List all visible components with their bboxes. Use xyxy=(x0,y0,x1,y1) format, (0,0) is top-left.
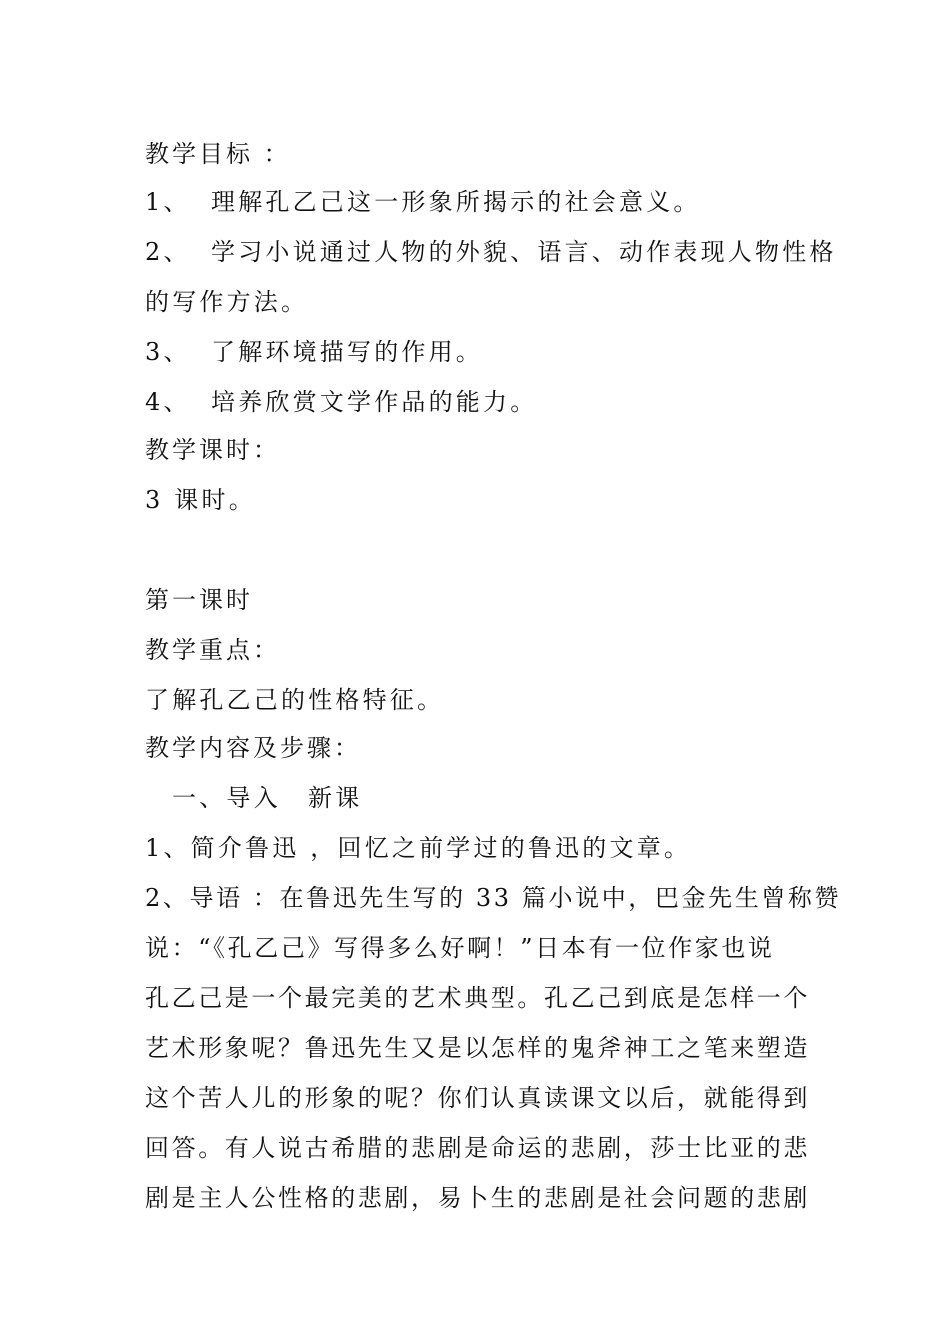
objective-number: 3、 xyxy=(145,338,191,366)
objective-text: 理解孔乙己这一形象所揭示的社会意义。 xyxy=(211,188,701,216)
objective-number: 1、 xyxy=(145,188,191,216)
step-line: 1、简介鲁迅 ，回忆之前学过的鲁迅的文章。 xyxy=(145,834,692,862)
objective-number: 2、 xyxy=(145,238,191,266)
step-line: 回答。有人说古希腊的悲剧是命运的悲剧，莎士比亚的悲 xyxy=(145,1134,810,1162)
focus-value: 了解孔乙己的性格特征。 xyxy=(145,686,445,714)
objective-item xyxy=(145,386,810,418)
objective-text: 学习小说通过人物的外貌、语言、动作表现人物性格 xyxy=(211,238,837,266)
focus-title: 教学重点： xyxy=(145,636,280,664)
hours-title: 教学课时： xyxy=(145,436,280,464)
objective-item-continuation xyxy=(145,286,810,318)
step-line: 2、导语 ：在鲁迅先生写的 33 篇小说中，巴金先生曾称赞 xyxy=(145,884,842,912)
step-line: 艺术形象呢？鲁迅先生又是以怎样的鬼斧神工之笔来塑造 xyxy=(145,1034,810,1062)
step-line: 说：“《孔乙己》写得多么好啊！”日本有一位作家也说 xyxy=(145,934,775,962)
lesson-title: 第一课时 xyxy=(145,586,253,614)
objective-item xyxy=(145,186,810,218)
objective-text: 了解环境描写的作用。 xyxy=(211,338,483,366)
hours-value: 3 课时。 xyxy=(145,486,256,514)
objective-text: 的写作方法。 xyxy=(145,288,309,316)
objective-item xyxy=(145,336,810,368)
objective-number: 4、 xyxy=(145,388,191,416)
content-title: 教学内容及步骤： xyxy=(145,734,361,762)
step-line: 孔乙己是一个最完美的艺术典型。孔乙己到底是怎样一个 xyxy=(145,984,810,1012)
objective-item xyxy=(145,236,837,268)
objective-text: 培养欣赏文学作品的能力。 xyxy=(211,388,538,416)
section-heading: 一、导入 新课 xyxy=(172,784,363,812)
step-line: 这个苦人儿的形象的呢？你们认真读课文以后，就能得到 xyxy=(145,1084,810,1112)
step-line: 剧是主人公性格的悲剧，易卜生的悲剧是社会问题的悲剧 xyxy=(145,1184,810,1212)
objectives-title: 教学目标 ： xyxy=(145,140,291,168)
